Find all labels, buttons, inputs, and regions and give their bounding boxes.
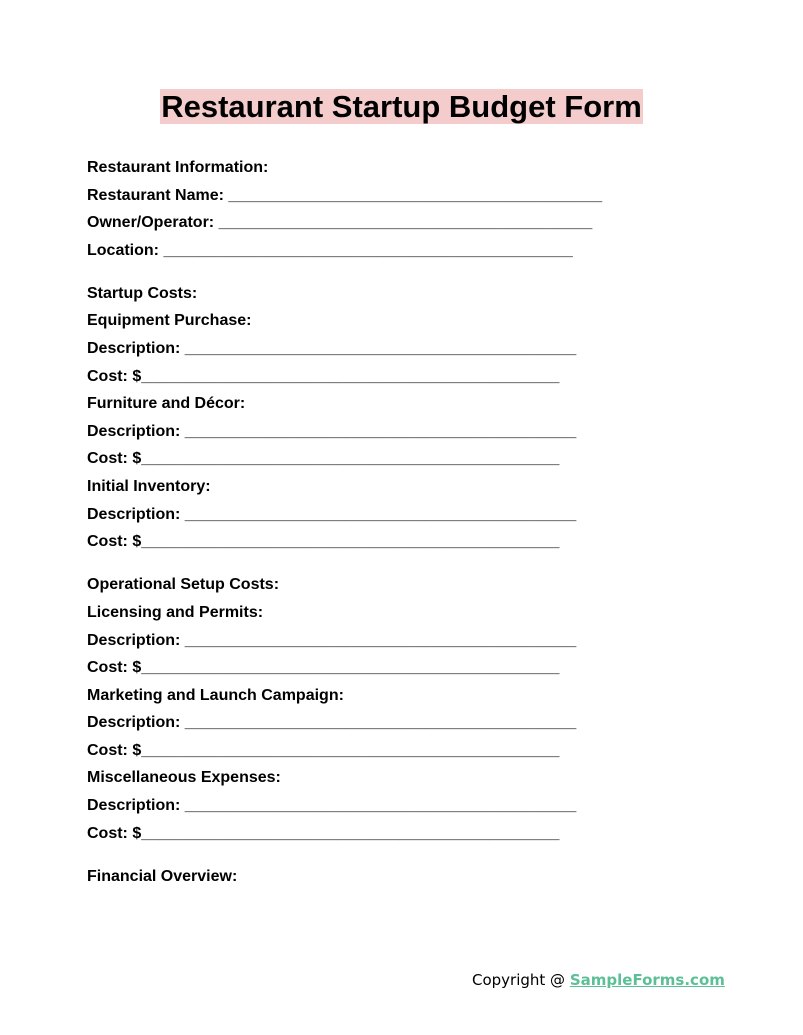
inventory-description-field[interactable]: Description: ____________________________________________ (87, 505, 577, 523)
owner-operator-field[interactable]: Owner/Operator: __________________________________________ (87, 214, 593, 232)
licensing-label: Licensing and Permits: (87, 603, 264, 621)
section-gap (87, 264, 727, 280)
inventory-cost-field[interactable]: Cost: $_______________________________________________ (87, 533, 560, 551)
equipment-label: Equipment Purchase: (87, 312, 252, 330)
misc-cost-field[interactable]: Cost: $_______________________________________________ (87, 824, 560, 842)
furniture-description-field[interactable]: Description: ____________________________________________ (87, 422, 577, 440)
brand-link[interactable]: SampleForms.com (569, 971, 725, 989)
restaurant-name-field[interactable]: Restaurant Name: __________________________________________ (87, 186, 603, 204)
furniture-cost-field[interactable]: Cost: $_______________________________________________ (87, 450, 560, 468)
section-gap (87, 847, 727, 863)
section-heading-startup-costs: Startup Costs: (87, 284, 198, 302)
marketing-label: Marketing and Launch Campaign: (87, 686, 344, 704)
page-title: Restaurant Startup Budget Form (161, 89, 642, 124)
furniture-label: Furniture and Décor: (87, 395, 246, 413)
copyright-text: Copyright @ (472, 971, 570, 989)
form-body (87, 154, 727, 890)
copyright-footer (472, 969, 725, 991)
licensing-description-field[interactable]: Description: ____________________________________________ (87, 631, 577, 649)
section-heading-operational-costs: Operational Setup Costs: (87, 576, 280, 594)
marketing-cost-field[interactable]: Cost: $_______________________________________________ (87, 741, 560, 759)
misc-description-field[interactable]: Description: ____________________________________________ (87, 797, 577, 815)
licensing-cost-field[interactable]: Cost: $_______________________________________________ (87, 659, 560, 677)
inventory-label: Initial Inventory: (87, 478, 211, 496)
title-container (0, 89, 803, 124)
equipment-description-field[interactable]: Description: ____________________________________________ (87, 340, 577, 358)
section-heading-restaurant-info: Restaurant Information: (87, 159, 269, 176)
section-heading-financial-overview: Financial Overview: (87, 867, 238, 885)
marketing-description-field[interactable]: Description: ____________________________________________ (87, 714, 577, 732)
misc-label: Miscellaneous Expenses: (87, 769, 281, 787)
section-gap (87, 556, 727, 572)
equipment-cost-field[interactable]: Cost: $_______________________________________________ (87, 367, 560, 385)
location-field[interactable]: Location: ______________________________________________ (87, 241, 573, 259)
